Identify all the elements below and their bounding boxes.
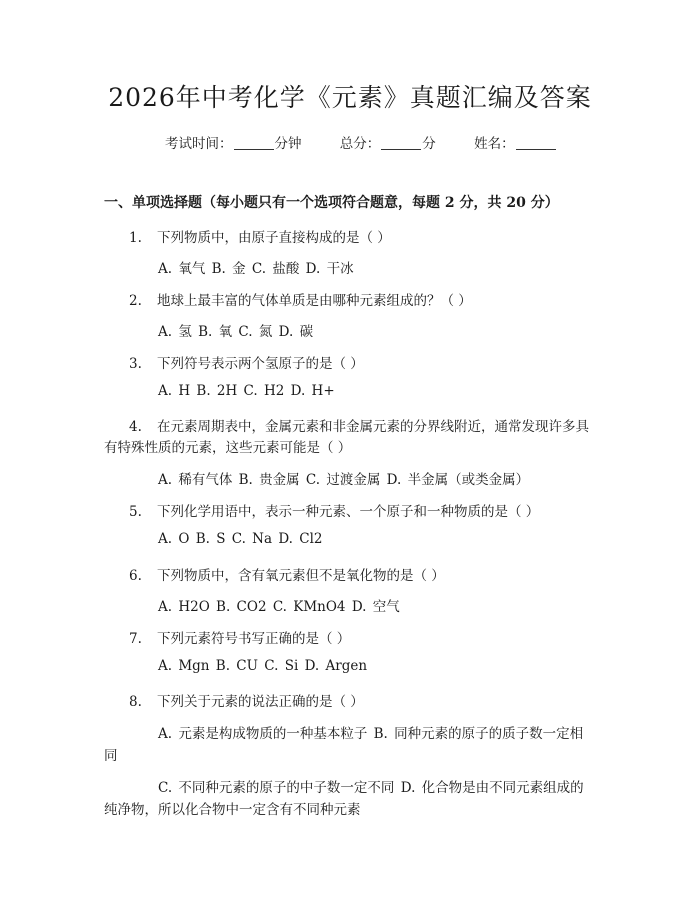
exam-meta xyxy=(165,132,591,152)
name-label: 姓名： xyxy=(474,136,515,152)
question-7-options: A. Mgn B. CU C. Si D. Argen xyxy=(158,658,368,674)
question-4-options: A. 稀有气体 B. 贵金属 C. 过渡金属 D. 半金属（或类金属） xyxy=(158,472,530,488)
question-3 xyxy=(129,352,364,372)
question-6-options: A. H2O B. CO2 C. KMnO4 D. 空气 xyxy=(158,599,400,615)
question-number: 4. xyxy=(129,419,142,435)
question-8-options-line2-continued: 纯净物，所以化合物中一定含有不同种元素 xyxy=(104,802,361,818)
question-text: 下列化学用语中，表示一种元素、一个原子和一种物质的是（ ） xyxy=(157,504,540,520)
question-8-options-line1: A. 元素是构成物质的一种基本粒子 B. 同种元素的原子的质子数一定相 xyxy=(158,726,584,742)
question-3-options: A. H B. 2H C. H2 D. H+ xyxy=(158,383,335,399)
question-7 xyxy=(129,627,350,647)
time-field xyxy=(165,132,302,152)
question-text: 下列元素符号书写正确的是（ ） xyxy=(157,631,351,647)
question-5 xyxy=(129,500,539,520)
question-number: 2. xyxy=(129,293,142,309)
question-2 xyxy=(129,289,472,309)
question-8 xyxy=(129,690,364,710)
question-number: 6. xyxy=(129,568,142,584)
question-number: 3. xyxy=(129,356,142,372)
question-text: 地球上最丰富的气体单质是由哪种元素组成的？（ ） xyxy=(157,293,472,309)
score-label: 总分： xyxy=(339,136,381,152)
question-5-options: A. O B. S C. Na D. Cl2 xyxy=(158,531,323,547)
question-8-options-line2: C. 不同种元素的原子的中子数一定不同 D. 化合物是由不同元素组成的 xyxy=(158,780,584,796)
page-title: 2026年中考化学《元素》真题汇编及答案 xyxy=(108,83,592,112)
question-text: 下列关于元素的说法正确的是（ ） xyxy=(157,694,364,710)
name-field xyxy=(474,132,557,152)
question-number: 5. xyxy=(129,504,142,520)
score-field xyxy=(340,132,436,152)
question-4 xyxy=(129,415,589,435)
name-blank xyxy=(516,149,556,150)
question-number: 1. xyxy=(129,230,142,246)
question-4-continued: 有特殊性质的元素，这些元素可能是（ ） xyxy=(104,440,352,456)
question-number: 8. xyxy=(129,694,142,710)
question-1 xyxy=(129,226,391,246)
question-text: 在元素周期表中，金属元素和非金属元素的分界线附近，通常发现许多具 xyxy=(157,419,589,435)
question-number: 7. xyxy=(129,631,142,647)
question-8-options-line1-continued: 同 xyxy=(104,748,118,764)
score-unit: 分 xyxy=(422,136,436,152)
time-blank xyxy=(234,149,274,150)
question-text: 下列物质中，由原子直接构成的是（ ） xyxy=(157,230,391,246)
section-heading: 一、单项选择题（每小题只有一个选项符合题意，每题 2 分，共 20 分） xyxy=(104,195,559,211)
question-text: 下列物质中，含有氧元素但不是氧化物的是（ ） xyxy=(157,568,445,584)
question-text: 下列符号表示两个氢原子的是（ ） xyxy=(157,356,364,372)
question-2-options: A. 氢 B. 氧 C. 氮 D. 碳 xyxy=(158,324,314,340)
time-label: 考试时间： xyxy=(165,136,233,152)
question-6 xyxy=(129,564,445,584)
question-1-options: A. 氧气 B. 金 C. 盐酸 D. 干冰 xyxy=(158,261,354,277)
score-blank xyxy=(381,149,421,150)
time-unit: 分钟 xyxy=(274,136,302,152)
